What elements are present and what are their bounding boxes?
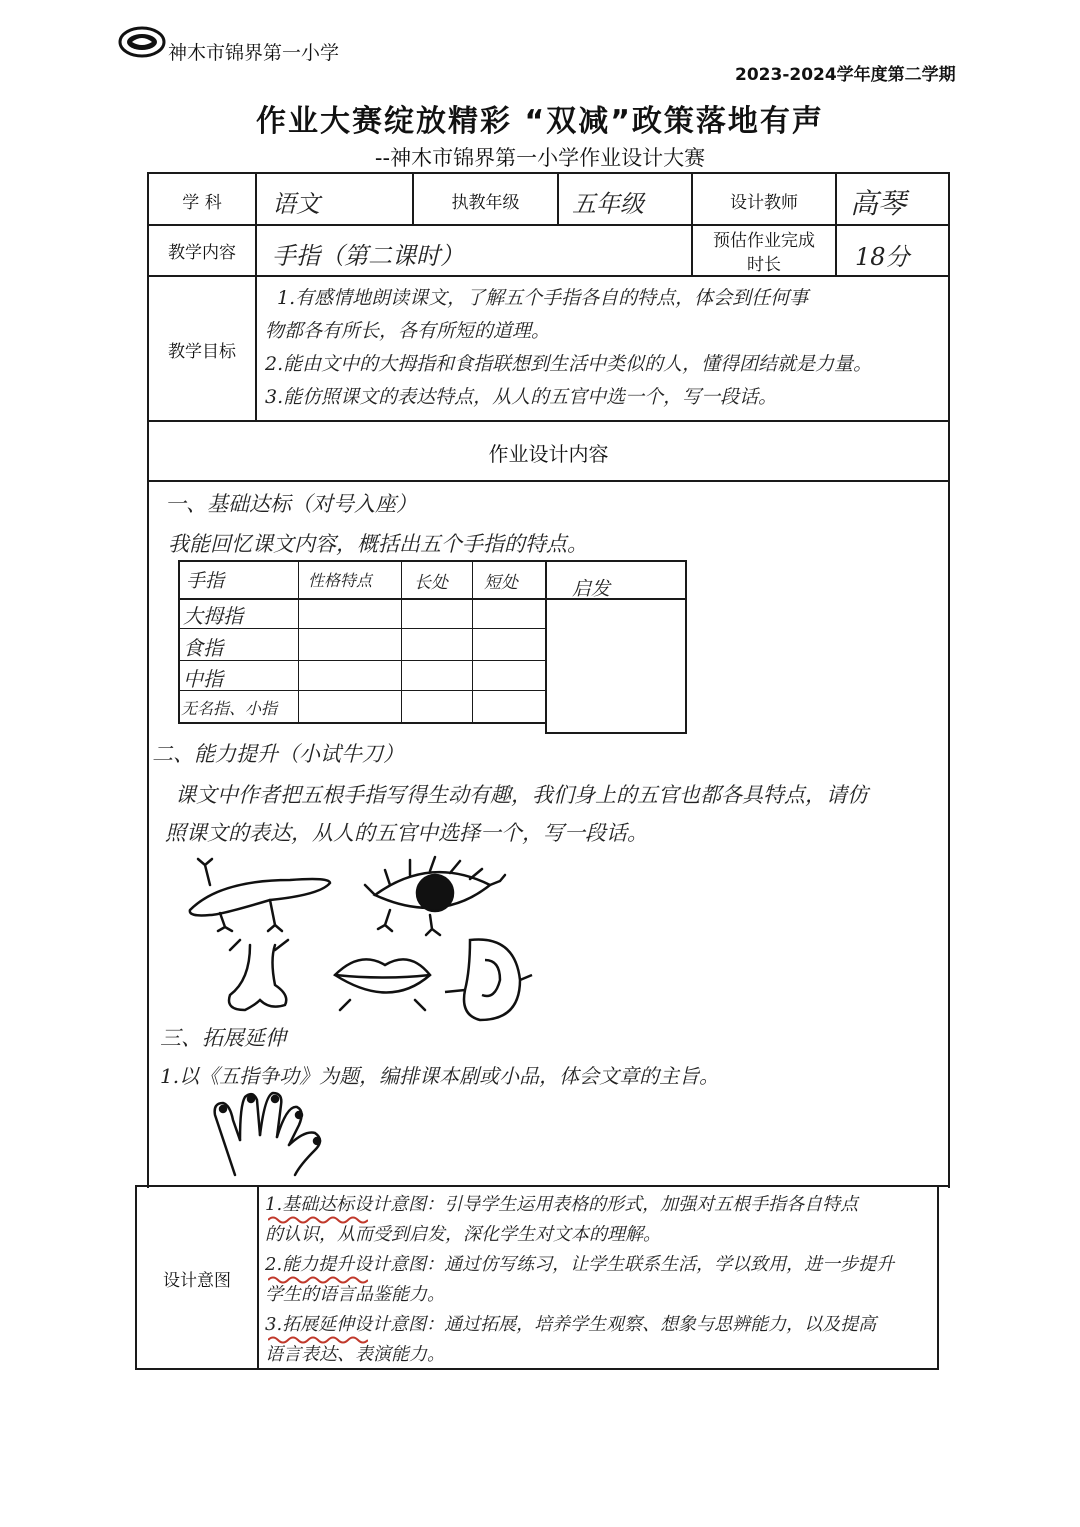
row-index: 食指 — [183, 636, 223, 660]
subject-label: 学 科 — [182, 193, 222, 213]
eye-doodle — [365, 857, 505, 935]
goal-line-2: 物都各有所长，各有所短的道理。 — [265, 320, 551, 342]
tongue-doodle — [190, 859, 330, 931]
goals-text — [265, 282, 945, 414]
intent-line-1: 1.基础达标设计意图：引导学生运用表格的形式，加强对五根手指各自特点 — [265, 1194, 859, 1215]
section2-text — [165, 776, 935, 852]
mouth-doodle — [335, 959, 430, 1010]
school-name: 神木市锦界第一小学 — [168, 42, 340, 64]
section2-line-2: 照课文的表达，从人的五官中选择一个，写一段话。 — [165, 821, 648, 845]
goal-line-1: 1.有感情地朗读课文，了解五个手指各自的特点，体会到任何事 — [277, 287, 809, 309]
hand-doodle — [205, 1085, 335, 1180]
subject-value: 语文 — [272, 190, 320, 218]
intent-underline-3 — [268, 1330, 368, 1340]
th-insight: 启发 — [572, 578, 611, 600]
teacher-label: 设计教师 — [730, 193, 798, 213]
content-label: 教学内容 — [168, 243, 236, 263]
row-thumb: 大拇指 — [183, 604, 243, 628]
page-subtitle: --神木市锦界第一小学作业设计大赛 — [374, 146, 706, 170]
intent-line-4: 学生的语言品鉴能力。 — [265, 1284, 445, 1305]
nose-doodle — [229, 940, 288, 1010]
th-weakness: 短处 — [484, 573, 518, 593]
goals-label: 教学目标 — [168, 342, 236, 362]
section1-text: 我能回忆课文内容，概括出五个手指的特点。 — [168, 532, 588, 556]
section2-title: 二、能力提升（小试牛刀） — [152, 742, 404, 766]
intent-underline-1 — [268, 1210, 368, 1220]
school-logo — [118, 24, 166, 60]
grade-label: 执教年级 — [451, 193, 520, 213]
goal-line-3: 2.能由文中的大拇指和食指联想到生活中类似的人，懂得团结就是力量。 — [265, 353, 873, 375]
time-value: 18分 — [855, 243, 910, 271]
intent-label: 设计意图 — [163, 1271, 231, 1291]
teacher-value: 高琴 — [850, 187, 907, 220]
grade-value: 五年级 — [572, 190, 644, 218]
term-label: 2023-2024学年度第二学期 — [735, 65, 956, 85]
intent-line-3: 2.能力提升设计意图：通过仿写练习，让学生联系生活，学以致用，进一步提升 — [265, 1254, 895, 1275]
page-title: 作业大赛绽放精彩 “双减”政策落地有声 — [256, 104, 824, 139]
goal-line-4: 3.能仿照课文的表达特点，从人的五官中选一个，写一段话。 — [265, 386, 778, 408]
intent-line-6: 语言表达、表演能力。 — [265, 1344, 445, 1365]
section3-title: 三、拓展延伸 — [160, 1026, 286, 1050]
time-label-line-2: 时长 — [747, 255, 781, 275]
th-finger: 手指 — [186, 570, 225, 592]
section1-title: 一、基础达标（对号入座） — [165, 492, 417, 516]
row-middle: 中指 — [183, 667, 223, 691]
time-label-line-1: 预估作业完成 — [713, 231, 815, 251]
time-label — [693, 229, 835, 277]
section3-text: 1.以《五指争功》为题，编排课本剧或小品，体会文章的主旨。 — [160, 1064, 720, 1088]
th-strength: 长处 — [414, 573, 448, 593]
th-character: 性格特点 — [308, 571, 373, 590]
intent-line-2: 的认识，从而受到启发，深化学生对文本的理解。 — [265, 1224, 661, 1245]
section2-line-1: 课文中作者把五根手指写得生动有趣，我们身上的五官也都各具特点，请仿 — [175, 783, 868, 807]
intent-underline-2 — [268, 1270, 368, 1280]
row-ring-little: 无名指、小指 — [181, 699, 278, 718]
design-heading: 作业设计内容 — [488, 442, 609, 466]
content-value: 手指（第二课时） — [272, 242, 464, 270]
ear-doodle — [430, 930, 540, 1030]
intent-line-5: 3.拓展延伸设计意图：通过拓展，培养学生观察、想象与思辨能力，以及提高 — [265, 1314, 877, 1335]
